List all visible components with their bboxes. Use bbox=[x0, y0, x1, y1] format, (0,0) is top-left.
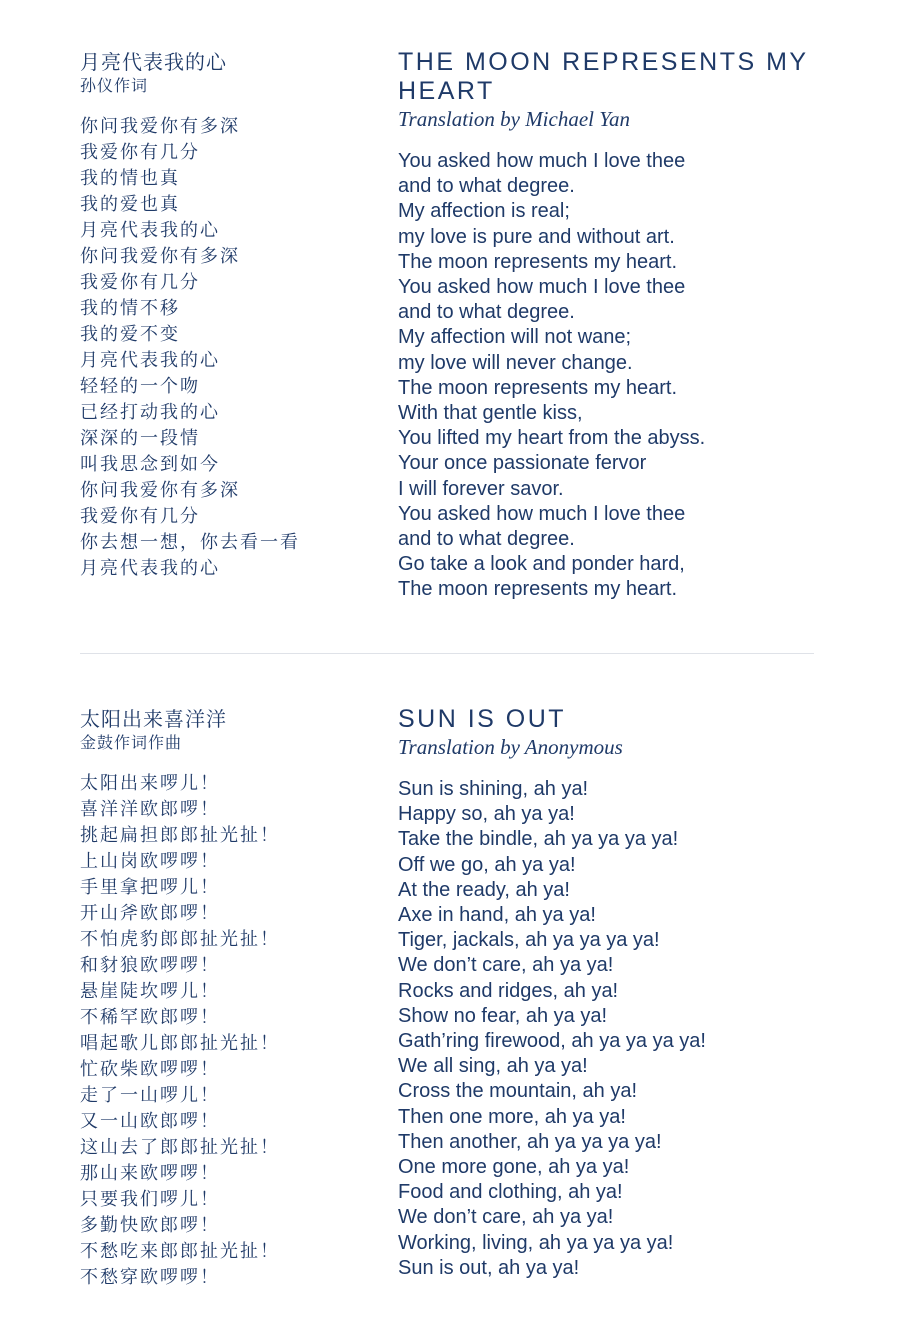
english-lyrics bbox=[398, 777, 838, 1281]
translation-line: my love is pure and without art. bbox=[398, 225, 675, 248]
lyric-line: 你问我爱你有多深 bbox=[80, 116, 240, 137]
translator-credit: Translation by Michael Yan bbox=[398, 107, 630, 131]
translation-line: My affection is real; bbox=[398, 200, 570, 223]
translation-line: Food and clothing, ah ya! bbox=[398, 1181, 623, 1204]
translation-line: One more gone, ah ya ya! bbox=[398, 1156, 630, 1179]
translation-line: and to what degree. bbox=[398, 528, 575, 551]
english-title: THE MOON REPRESENTS MY HEART bbox=[398, 48, 809, 105]
translator-credit: Translation by Anonymous bbox=[398, 735, 623, 759]
lyric-line: 你问我爱你有多深 bbox=[80, 246, 240, 267]
english-translation-column bbox=[398, 48, 838, 603]
translation-line: Happy so, ah ya ya! bbox=[398, 803, 575, 826]
translation-line: My affection will not wane; bbox=[398, 326, 632, 349]
lyric-line: 我爱你有几分 bbox=[80, 506, 200, 527]
translation-line: We don’t care, ah ya ya! bbox=[398, 1206, 614, 1229]
translation-line: The moon represents my heart. bbox=[398, 376, 678, 399]
lyric-line: 月亮代表我的心 bbox=[80, 558, 220, 579]
translation-line: At the ready, ah ya! bbox=[398, 878, 570, 901]
lyric-line: 不愁穿欧啰啰！ bbox=[80, 1267, 220, 1288]
translation-line: With that gentle kiss, bbox=[398, 402, 583, 425]
translation-line: Working, living, ah ya ya ya ya! bbox=[398, 1231, 674, 1254]
lyric-line: 我的爱也真 bbox=[80, 194, 180, 215]
translation-line: Off we go, ah ya ya! bbox=[398, 853, 576, 876]
translation-line: Tiger, jackals, ah ya ya ya ya! bbox=[398, 929, 660, 952]
translation-line: You asked how much I love thee bbox=[398, 276, 686, 299]
translation-line: Rocks and ridges, ah ya! bbox=[398, 979, 619, 1002]
translation-line: and to what degree. bbox=[398, 175, 575, 198]
translation-line: Gath’ring firewood, ah ya ya ya ya! bbox=[398, 1030, 706, 1053]
translation-line: Then another, ah ya ya ya ya! bbox=[398, 1130, 662, 1153]
lyric-line: 唱起歌儿郎郎扯光扯！ bbox=[80, 1033, 280, 1054]
translation-line: Show no fear, ah ya ya! bbox=[398, 1004, 608, 1027]
translation-line: The moon represents my heart. bbox=[398, 250, 678, 273]
translation-line: We all sing, ah ya ya! bbox=[398, 1055, 588, 1078]
chinese-author: 金鼓作词作曲 bbox=[80, 733, 183, 752]
lyric-line: 月亮代表我的心 bbox=[80, 350, 220, 371]
lyric-line: 上山岗欧啰啰！ bbox=[80, 851, 220, 872]
lyric-line: 悬崖陡坎啰儿！ bbox=[80, 981, 220, 1002]
lyric-line: 忙砍柴欧啰啰！ bbox=[80, 1059, 220, 1080]
lyric-line: 不稀罕欧郎啰！ bbox=[80, 1007, 220, 1028]
chinese-lyrics-column bbox=[80, 705, 370, 1291]
translation-line: Then one more, ah ya ya! bbox=[398, 1105, 626, 1128]
lyric-line: 喜洋洋欧郎啰！ bbox=[80, 799, 220, 820]
lyric-line: 我的情不移 bbox=[80, 298, 180, 319]
translation-line: You lifted my heart from the abyss. bbox=[398, 427, 706, 450]
lyric-line: 你去想一想，你去看一看 bbox=[80, 532, 300, 553]
translation-line: Axe in hand, ah ya ya! bbox=[398, 904, 596, 927]
translation-line: Take the bindle, ah ya ya ya ya! bbox=[398, 828, 679, 851]
translation-line: Go take a look and ponder hard, bbox=[398, 553, 685, 576]
lyric-line: 深深的一段情 bbox=[80, 428, 200, 449]
lyric-line: 又一山欧郎啰！ bbox=[80, 1111, 220, 1132]
lyric-line: 轻轻的一个吻 bbox=[80, 376, 200, 397]
lyric-line: 这山去了郎郎扯光扯！ bbox=[80, 1137, 280, 1158]
lyric-line: 我爱你有几分 bbox=[80, 272, 200, 293]
translation-line: and to what degree. bbox=[398, 301, 575, 324]
lyric-line: 你问我爱你有多深 bbox=[80, 480, 240, 501]
translation-line: You asked how much I love thee bbox=[398, 150, 686, 172]
lyric-line: 太阳出来啰儿！ bbox=[80, 773, 220, 794]
translation-line: I will forever savor. bbox=[398, 477, 564, 500]
translation-line: Sun is out, ah ya ya! bbox=[398, 1256, 580, 1279]
translation-line: Sun is shining, ah ya! bbox=[398, 778, 589, 800]
lyric-line: 不怕虎豹郎郎扯光扯！ bbox=[80, 929, 280, 950]
english-translation-column bbox=[398, 705, 838, 1281]
translation-line: my love will never change. bbox=[398, 351, 633, 374]
lyric-line: 挑起扁担郎郎扯光扯！ bbox=[80, 825, 280, 846]
lyric-line: 只要我们啰儿！ bbox=[80, 1189, 220, 1210]
translation-line: We don’t care, ah ya ya! bbox=[398, 954, 614, 977]
chinese-lyrics bbox=[80, 114, 370, 582]
lyric-line: 我爱你有几分 bbox=[80, 142, 200, 163]
lyric-line: 不愁吃来郎郎扯光扯！ bbox=[80, 1241, 280, 1262]
translation-line: You asked how much I love thee bbox=[398, 502, 686, 525]
lyric-line: 已经打动我的心 bbox=[80, 402, 220, 423]
section-divider bbox=[80, 653, 814, 654]
lyric-line: 手里拿把啰儿！ bbox=[80, 877, 220, 898]
lyric-line: 我的情也真 bbox=[80, 168, 180, 189]
lyric-line: 叫我思念到如今 bbox=[80, 454, 220, 475]
translation-line: The moon represents my heart. bbox=[398, 578, 678, 601]
lyric-line: 月亮代表我的心 bbox=[80, 220, 220, 241]
chinese-title: 月亮代表我的心 bbox=[80, 50, 227, 74]
lyric-line: 走了一山啰儿！ bbox=[80, 1085, 220, 1106]
lyric-line: 我的爱不变 bbox=[80, 324, 180, 345]
chinese-lyrics-column bbox=[80, 48, 370, 582]
lyric-line: 那山来欧啰啰！ bbox=[80, 1163, 220, 1184]
chinese-lyrics bbox=[80, 771, 370, 1291]
lyric-line: 开山斧欧郎啰！ bbox=[80, 903, 220, 924]
english-lyrics bbox=[398, 149, 838, 603]
english-title: SUN IS OUT bbox=[398, 705, 567, 733]
lyric-line: 和豺狼欧啰啰！ bbox=[80, 955, 220, 976]
lyric-line: 多勤快欧郎啰！ bbox=[80, 1215, 220, 1236]
translation-line: Your once passionate fervor bbox=[398, 452, 647, 475]
chinese-title: 太阳出来喜洋洋 bbox=[80, 707, 227, 731]
chinese-author: 孙仪作词 bbox=[80, 76, 149, 95]
translation-line: Cross the mountain, ah ya! bbox=[398, 1080, 638, 1103]
